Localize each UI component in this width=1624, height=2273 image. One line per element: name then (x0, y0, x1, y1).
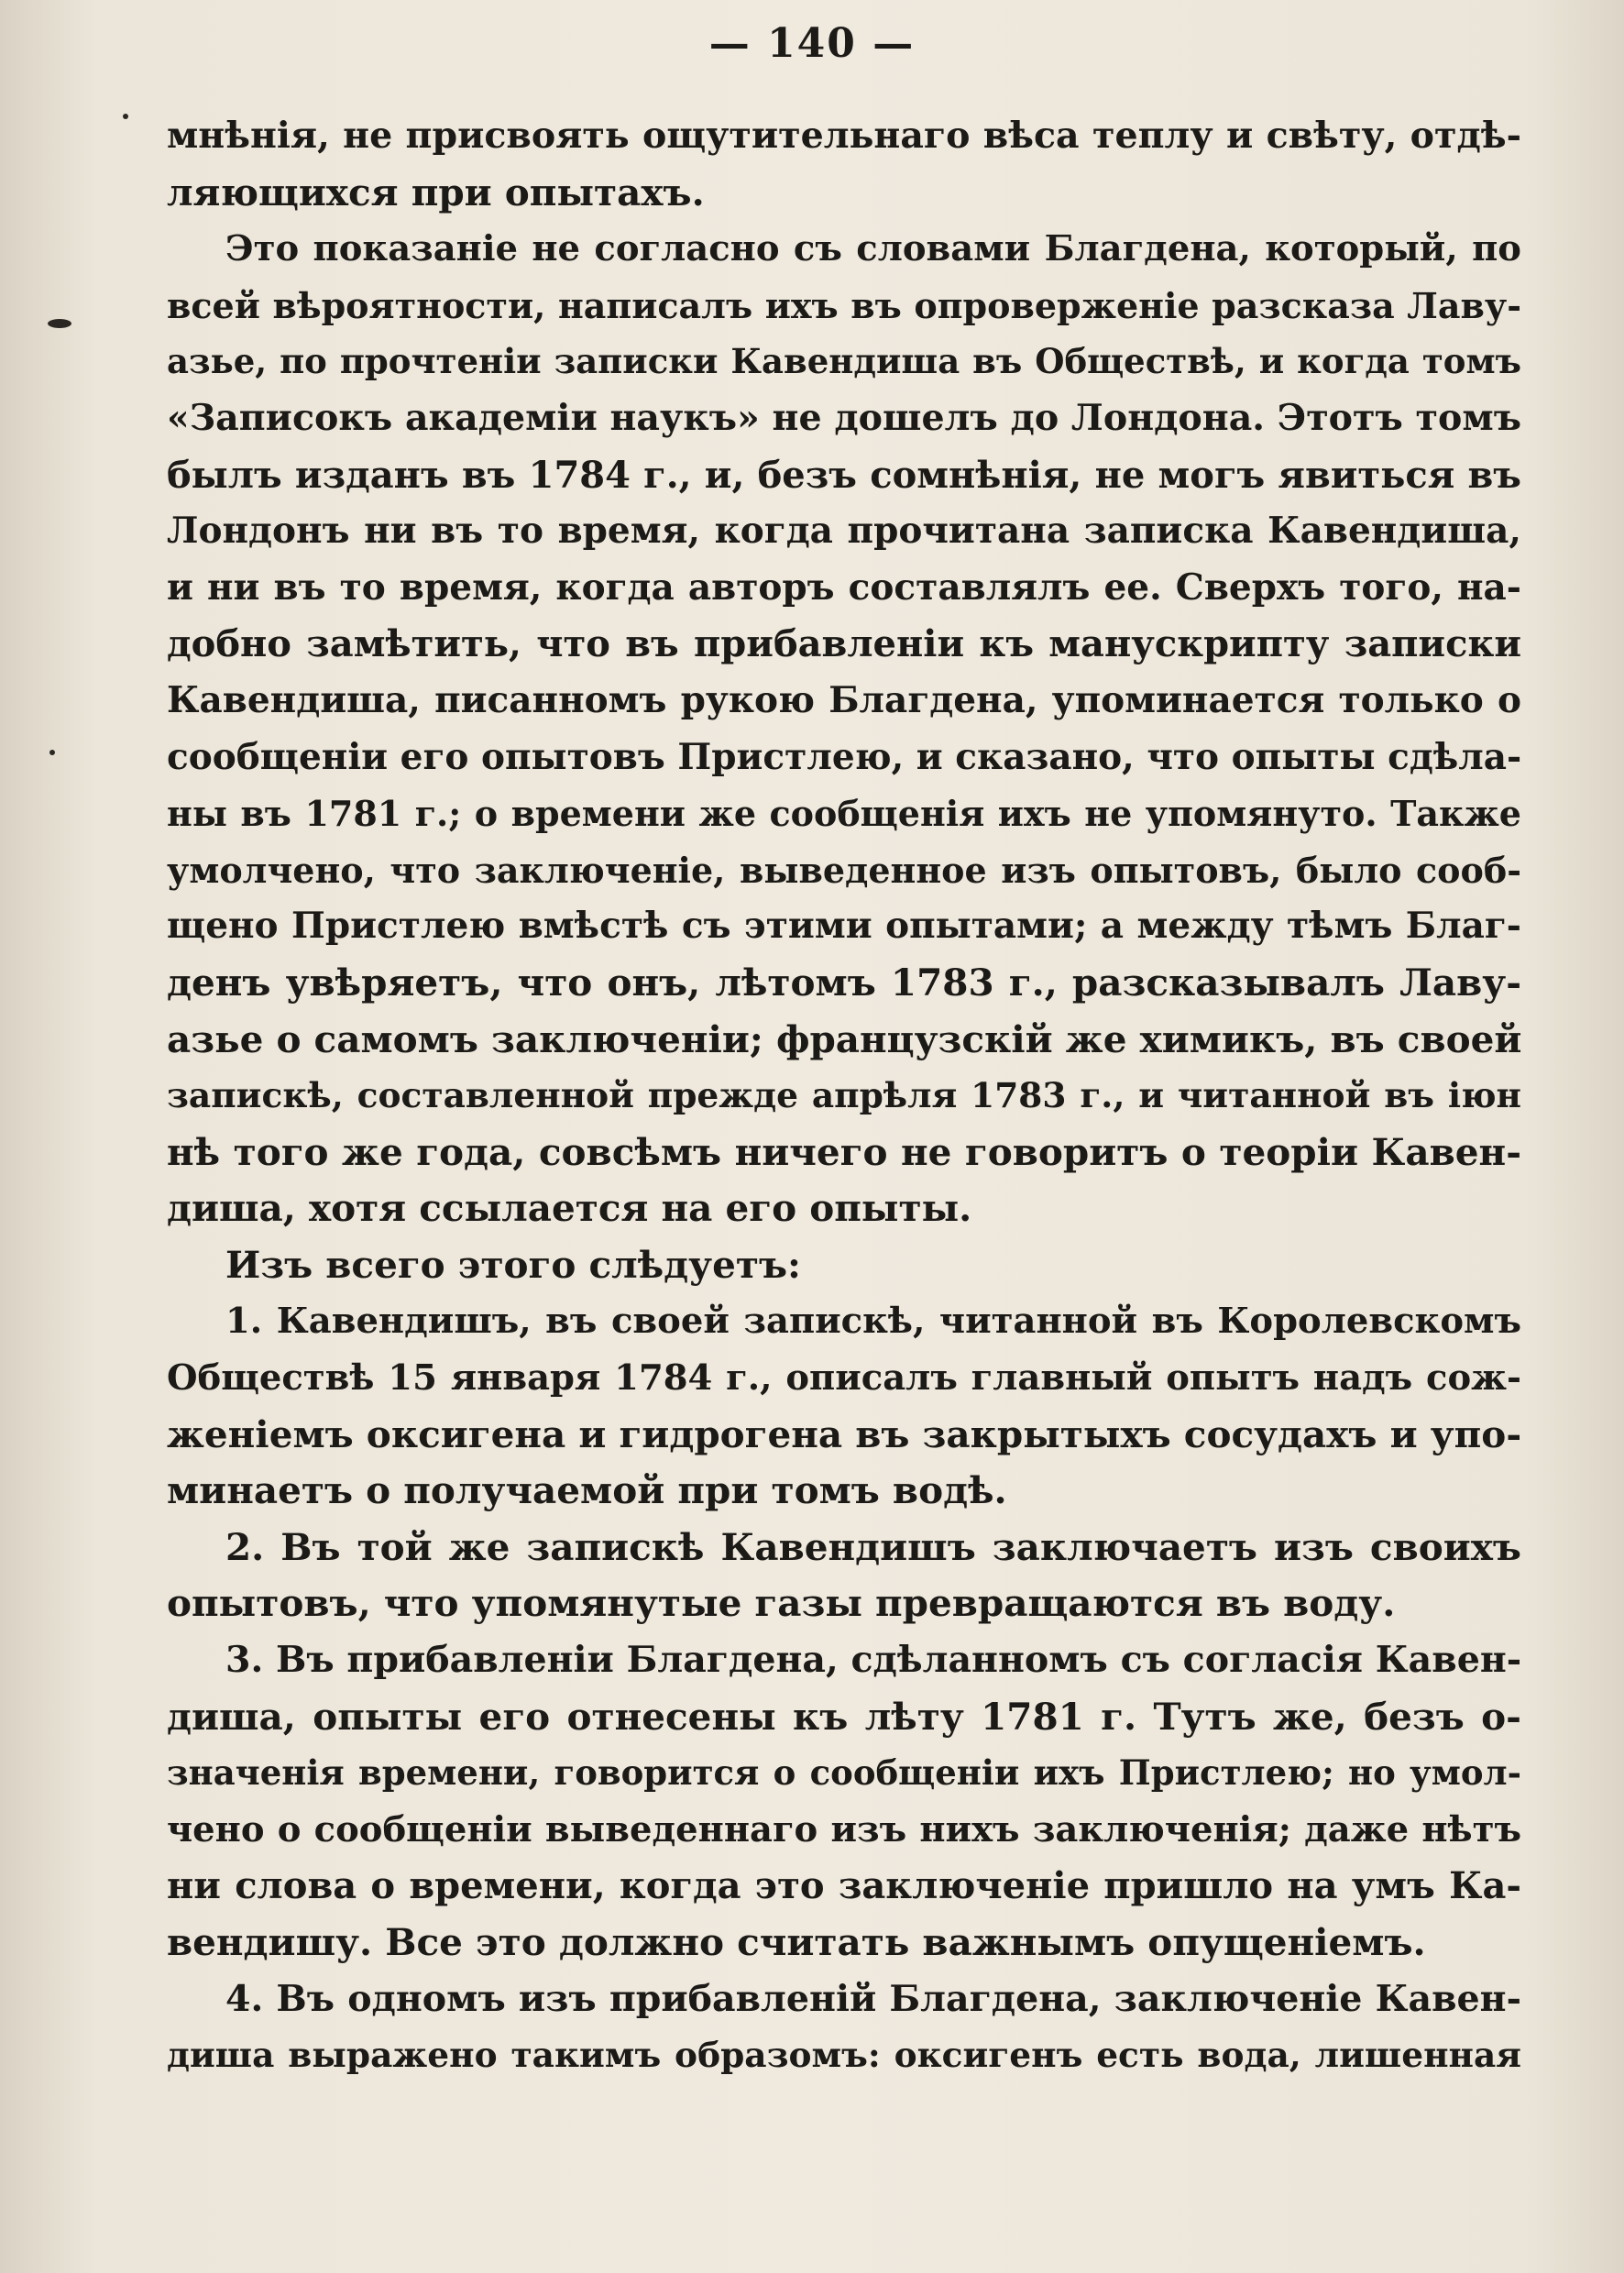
text-line: «Записокъ академіи наукъ» не дошелъ до Лондона. Этотъ томъ (167, 396, 1521, 439)
text-line: минаетъ о получаемой при томъ водѣ. (167, 1468, 1007, 1513)
text-line: и ни въ то время, когда авторъ составлялъ ее. Сверхъ того, на- (167, 566, 1521, 609)
text-line: опытовъ, что упомянутые газы превращаются въ воду. (167, 1581, 1396, 1626)
text-line: 3. Въ прибавленіи Благдена, сдѣланномъ съ согласія Кавен- (225, 1639, 1521, 1682)
text-line: былъ изданъ въ 1784 г., и, безъ сомнѣнія, не могъ явиться въ (167, 453, 1521, 497)
text-line: 4. Въ одномъ изъ прибавленій Благдена, заключеніе Кавен- (225, 1977, 1521, 2020)
text-line: 2. Въ той же запискѣ Кавендишъ заключаетъ изъ своихъ (225, 1524, 1521, 1569)
text-line: добно замѣтить, что въ прибавленіи къ манускрипту записки (167, 622, 1521, 666)
ink-dot-mark (123, 114, 128, 119)
text-line: ни слова о времени, когда это заключеніе пришло на умъ Ка- (167, 1864, 1521, 1908)
text-line: умолчено, что заключеніе, выведенное изъ опытовъ, было сооб- (167, 849, 1521, 891)
text-line: ляющихся при опытахъ. (167, 170, 705, 214)
text-line: азье о самомъ заключеніи; французскій же химикъ, въ своей (167, 1016, 1521, 1061)
text-line: вендишу. Все это должно считать важнымъ опущеніемъ. (167, 1920, 1426, 1964)
text-line: запискѣ, составленной прежде апрѣля 1783 г., и читанной въ іюн (167, 1075, 1521, 1116)
text-line: азье, по прочтеніи записки Кавендиша въ Обществѣ, и когда томъ (167, 341, 1521, 382)
text-line: ны въ 1781 г.; о времени же сообщенія ихъ не упомянуто. Также (167, 793, 1521, 835)
text-line: Это показаніе не согласно съ словами Благдена, который, по (225, 228, 1521, 270)
text-line: мнѣнія, не присвоять ощутительнаго вѣса теплу и свѣту, отдѣ- (167, 115, 1521, 157)
text-line: Изъ всего этого слѣдуетъ: (225, 1242, 801, 1287)
ink-dot-mark (49, 750, 55, 755)
text-line: диша, хотя ссылается на его опыты. (167, 1186, 972, 1231)
text-line: Обществѣ 15 января 1784 г., описалъ главный опытъ надъ сож- (167, 1357, 1521, 1400)
body-text (167, 108, 1521, 2084)
text-line: сообщеніи его опытовъ Пристлею, и сказано, что опыты сдѣла- (167, 735, 1521, 778)
text-line: чено о сообщеніи выведеннаго изъ нихъ заключенія; даже нѣтъ (167, 1808, 1521, 1850)
text-line: Лондонъ ни въ то время, когда прочитана записка Кавендиша, (167, 510, 1521, 553)
text-line: всей вѣроятности, написалъ ихъ въ опроверженіе разсказа Лаву- (167, 284, 1521, 326)
ink-blot-mark (48, 319, 71, 328)
text-line: женіемъ оксигена и гидрогена въ закрытыхъ сосудахъ и упо- (167, 1411, 1521, 1456)
text-line: значенія времени, говорится о сообщеніи ихъ Пристлею; но умол- (167, 1752, 1521, 1794)
text-line: 1. Кавендишъ, въ своей запискѣ, читанной въ Королевскомъ (225, 1301, 1521, 1343)
text-line: Кавендиша, писанномъ рукою Благдена, упоминается только о (167, 678, 1521, 721)
text-line: щено Пристлею вмѣстѣ съ этими опытами; а между тѣмъ Благ- (167, 905, 1521, 948)
text-line: денъ увѣряетъ, что онъ, лѣтомъ 1783 г., разсказывалъ Лаву- (167, 960, 1521, 1005)
text-line: диша выражено такимъ образомъ: оксигенъ есть вода, лишенная (167, 2035, 1521, 2076)
text-line: нѣ того же года, совсѣмъ ничего не говоритъ о теоріи Кавен- (167, 1129, 1521, 1174)
page-number: — 140 — (708, 20, 916, 67)
text-line: диша, опыты его отнесены къ лѣту 1781 г. Тутъ же, безъ о- (167, 1694, 1521, 1739)
